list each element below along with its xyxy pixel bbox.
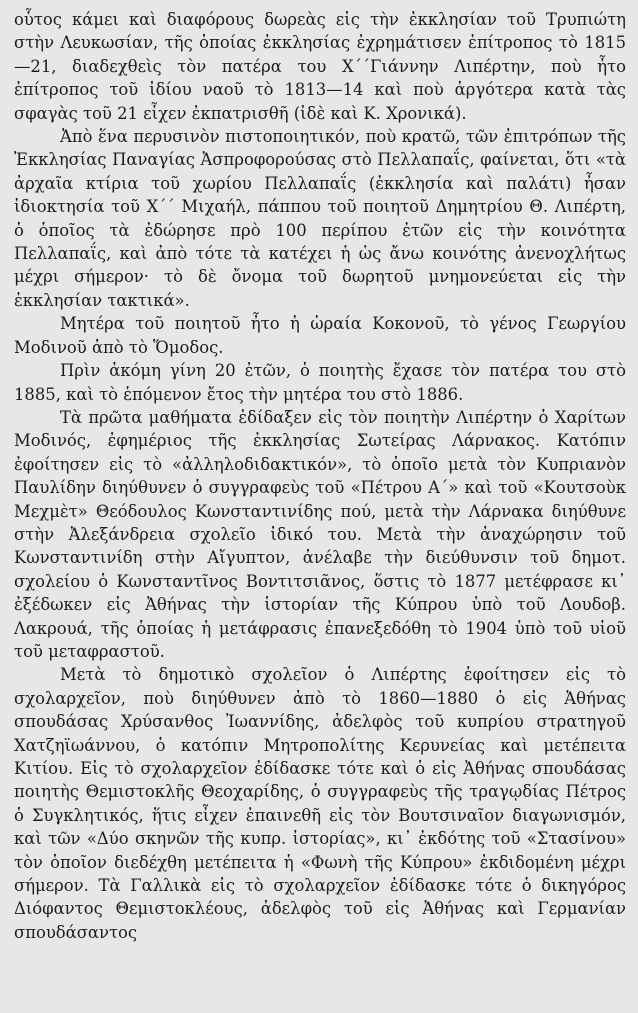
- paragraph-4: Πρὶν ἀκόμη γίνη 20 ἐτῶν, ὁ ποιητὴς ἔχασε τὸν πατέρα του στὸ 1885, καὶ τὸ ἑπόμενον ἔτος τὴν μητέρα του στὸ 1886.: [14, 361, 626, 404]
- paragraph-1: οὗτος κάμει καὶ διαφόρους δωρεὰς εἰς τὴν ἐκκλησίαν τοῦ Τρυπιώτη στὴν Λευκωσίαν, τῆς ὁποίας ἐκκλησίας ἐχρημάτισεν ἐπίτροπος τὸ 1815—21, διαδεχθεὶς τὸν πατέρα του Χ΄΄Γιάννην Λιπέρτην, ποὺ ἦτο ἐπίτροπος τοῦ ἰδίου ναοῦ τὸ 1813—14 καὶ ποὺ ἀργότερα κατὰ τὰς σφαγὰς τοῦ 21 εἶχεν ἐκπατρισθῆ (ἰδὲ καὶ Κ. Χρονικά).: [14, 10, 626, 123]
- paragraph-5: Τὰ πρῶτα μαθήματα ἐδίδαξεν εἰς τὸν ποιητὴν Λιπέρτην ὁ Χαρίτων Μοδινός, ἐφημέριος τῆς ἐκκλησίας Σωτείρας Λάρνακος. Κατόπιν ἐφοίτησεν εἰς τὸ «ἀλληλοδιδακτικόν», τὸ ὁποῖο μετὰ τὸν Κυπριανὸν Παυλίδην διηύθυνεν ὁ συγγραφεὺς τοῦ «Πέτρου Α΄» καὶ τοῦ «Κουτσοὺκ Μεχμὲτ» Θεόδουλος Κωνσταντινίδης πού, μετὰ τὴν Λάρνακα διηύθυνε στὴν Ἀλεξάνδρεια σχολεῖο ἰδικό του. Μετὰ τὴν ἀναχώρησιν τοῦ Κωνσταντινίδη στὴν Αἴγυπτον, ἀνέλαβε τὴν διεύθυνσιν τοῦ δημοτ. σχολείου ὁ Κωνσταντῖνος Βοντιτσιᾶνος, ὅστις τὸ 1877 μετέφρασε κι᾽ ἐξέδωκεν εἰς Ἀθήνας τὴν ἱστορίαν τῆς Κύπρου ὑπὸ τοῦ Λουδοβ. Λακρουά, τῆς ὁποίας ἡ μετάφρασις ἐπανεξεδόθη τὸ 1904 ὑπὸ τοῦ υἱοῦ τοῦ μεταφραστοῦ.: [14, 407, 626, 661]
- paragraph-2: Ἀπὸ ἕνα περυσινὸν πιστοποιητικόν, ποὺ κρατῶ, τῶν ἐπιτρόπων τῆς Ἐκκλησίας Παναγίας Ἀσπροφορούσας στὸ Πελλαπαΐς, φαίνεται, ὅτι «τὰ ἀρχαῖα κτίρια τοῦ χωρίου Πελλαπαΐς (ἐκκλησία καὶ παλάτι) ἦσαν ἰδιοκτησία τοῦ Χ΄΄ Μιχαήλ, πάππου τοῦ ποιητοῦ Δημητρίου Θ. Λιπέρτη, ὁ ὁποῖος τὰ ἐδώρησε πρὸ 100 περίπου ἐτῶν εἰς τὴν κοινότητα Πελλαπαΐς, καὶ ἀπὸ τότε τὰ κατέχει ἡ ὡς ἄνω κοινότης ἀνενοχλήτως μέχρι σήμερον· τὸ δὲ ὄνομα τοῦ δωρητοῦ μνημονεύεται εἰς τὴν ἐκκλησίαν τακτικά».: [14, 127, 626, 310]
- paragraph-6: Μετὰ τὸ δημοτικὸ σχολεῖον ὁ Λιπέρτης ἐφοίτησεν εἰς τὸ σχολαρχεῖον, ποὺ διηύθυνεν ἀπὸ τὸ 1860—1880 ὁ εἰς Ἀθήνας σπουδάσας Χρύσανθος Ἰωαννίδης, ἀδελφὸς τοῦ κυπρίου στρατηγοῦ Χατζηϊωάννου, ὁ κατόπιν Μητροπολίτης Κερυνείας καὶ μετέπειτα Κιτίου. Εἰς τὸ σχολαρχεῖον ἐδίδασκε τότε καὶ ὁ εἰς Ἀθήνας σπουδάσας ποιητὴς Θεμιστοκλῆς Θεοχαρίδης, ὁ συγγραφεὺς τῆς τραγῳδίας Πέτρος ὁ Συγκλητικός, ἥτις εἶχεν ἐπαινεθῆ εἰς τὸν Βουτσιναῖον διαγωνισμόν, καὶ τῶν «Δύο σκηνῶν τῆς κυπρ. ἱστορίας», κι᾽ ἐκδότης τοῦ «Στασίνου» τὸν ὁποῖον διεδέχθη μετέπειτα ἡ «Φωνὴ τῆς Κύπρου» ἐκδιδομένη μέχρι σήμερον. Τὰ Γαλλικὰ εἰς τὸ σχολαρχεῖον ἐδίδασκε τότε ὁ δικηγόρος Διόφαντος Θεμιστοκλέους, ἀδελφὸς τοῦ εἰς Ἀθήνας καὶ Γερμανίαν σπουδάσαντος: [14, 665, 626, 942]
- paragraph-3: Μητέρα τοῦ ποιητοῦ ἦτο ἡ ὡραία Κοκονοῦ, τὸ γένος Γεωργίου Μοδινοῦ ἀπὸ τὸ Ὅμοδος.: [14, 314, 626, 357]
